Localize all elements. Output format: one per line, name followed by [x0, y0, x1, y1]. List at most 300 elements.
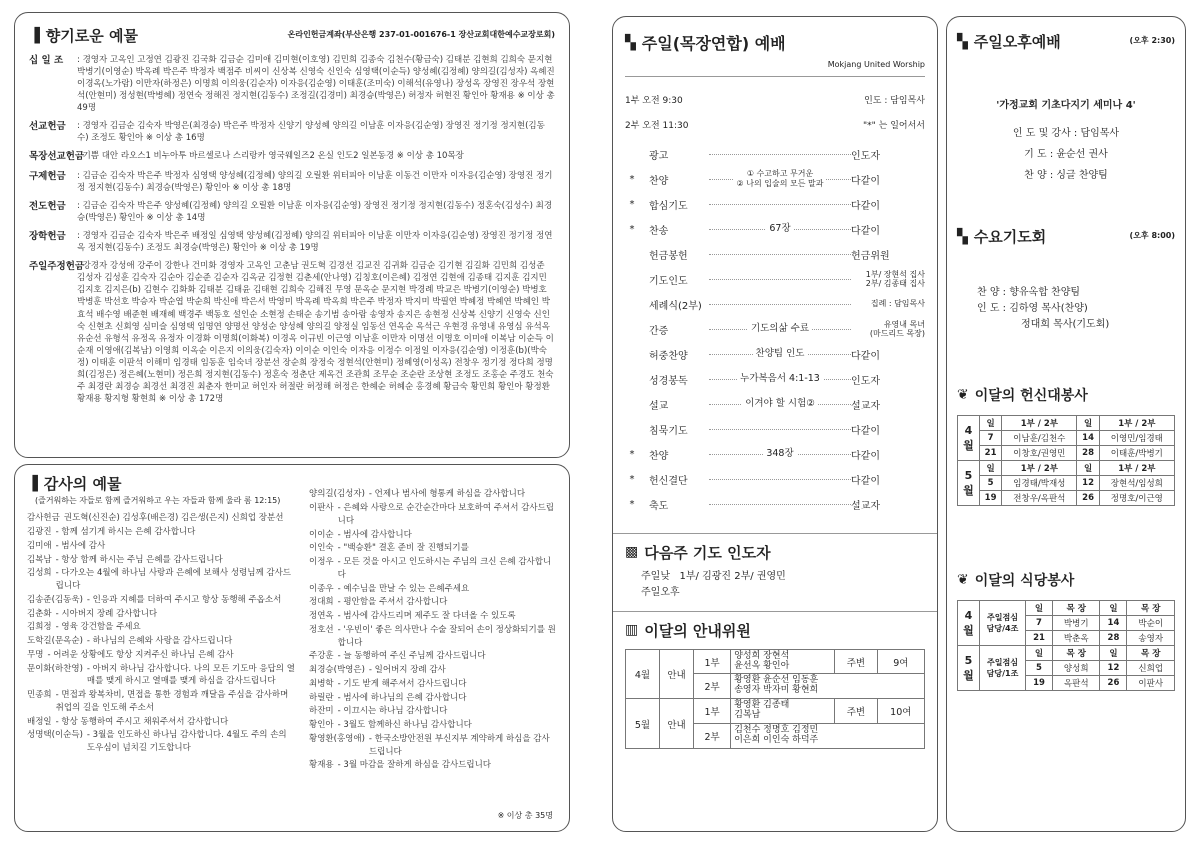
thanks-message: - 다가오는 4월에 하나님 사랑과 은혜에 보해사 성령님께 감사드립니다: [55, 568, 292, 592]
offering-label: 구제헌금: [29, 170, 66, 182]
thanks-entry: [27, 635, 295, 648]
offering-item: [29, 260, 555, 405]
kitchen-cell: 12: [1100, 661, 1127, 676]
order-detail-text: 찬양팀 인도: [753, 348, 808, 359]
thanks-message: - 3월도 함께하신 하나님 감사합니다: [337, 720, 472, 731]
kitchen-month-number: 4: [964, 608, 973, 622]
thanks-name: 이판사: [309, 503, 334, 514]
devotion-cell: 이영민/임경태: [1099, 431, 1174, 446]
thanks-message: - 인응과 지혜를 더하여 주시고 항상 동행해 주옵소서: [86, 594, 282, 605]
thanks-left-column: [27, 512, 295, 773]
thanks-name: 이인숙: [309, 543, 334, 554]
thanks-message: - 범사에 감사합니다: [337, 529, 412, 540]
dotted-leader: [709, 479, 851, 480]
thanks-message: - 어려운 상황에도 항상 지켜주신 하나님 은혜 감사: [47, 649, 234, 660]
wednesday-time: (오후 8:00): [1129, 231, 1175, 241]
devotion-row: [958, 431, 1175, 446]
order-name: 광고: [649, 150, 669, 162]
order-star: *: [629, 198, 635, 210]
usher-count: 10여: [877, 699, 924, 724]
bars-icon: ▥: [625, 622, 639, 639]
wednesday-lines: [957, 285, 1175, 333]
devotion-month: [958, 461, 980, 506]
worship-title: ▚ 주일(목장연합) 예배: [625, 34, 786, 53]
kitchen-header-row: [958, 601, 1175, 616]
order-detail: [709, 373, 851, 384]
thanks-message: - 하나님의 은혜와 사랑을 감사드립니다: [86, 636, 233, 647]
thanks-message: - 일어버지 장례 감사: [368, 665, 446, 676]
thanks-entry: [27, 716, 295, 729]
devotion-row: [958, 446, 1175, 461]
offering-item: [29, 54, 555, 114]
thanks-message: - 범사에 감사: [55, 540, 106, 551]
thanks-name: 무명: [27, 649, 44, 660]
kitchen-title: ❦ 이달의 식당봉사: [957, 572, 1075, 589]
thanks-entry: [309, 542, 557, 555]
order-name: 세례식(2부): [649, 300, 702, 312]
devotion-cell: 28: [1077, 446, 1099, 461]
flower-icon: ❦: [957, 387, 969, 403]
offering-list: [29, 54, 555, 405]
offering-item: [29, 150, 555, 163]
order-star: *: [629, 448, 635, 460]
kitchen-month-unit: 월: [963, 668, 974, 682]
order-name: 찬양: [649, 175, 669, 187]
order-detail: [709, 223, 851, 234]
kitchen-header-cell: 목 장: [1052, 646, 1100, 661]
kitchen-team: [980, 646, 1026, 691]
thanks-message: - 예수님을 만날 수 있는 은혜주세요: [337, 583, 470, 594]
kitchen-cell: 박순이: [1127, 616, 1175, 631]
thanks-entry: [27, 594, 295, 607]
order-row: [625, 442, 925, 467]
devotion-cell: 전창우/옥판석: [1002, 491, 1077, 506]
thanks-message: - 은혜와 사랑으로 순간순간마다 보호하여 주셔서 감사드립니다: [337, 503, 554, 526]
order-name: 성경봉독: [649, 375, 688, 387]
thanks-message: - 아버지 하나님 감사합니다. 나의 모든 기도마 응답의 열매를 맺게 하시고 열매를 맺게 하심을 감사드립니다: [86, 663, 295, 687]
thanks-message: - 면접과 왕복차비, 면접을 통한 경험과 깨달음 주심을 감사하며 취업의 길을 인도해 주소서: [55, 690, 292, 713]
kitchen-cell: 박병기: [1052, 616, 1100, 631]
devotion-table: [957, 415, 1175, 506]
kitchen-cell: 송영자: [1127, 631, 1175, 646]
devotion-cell: 이남훈/김천수: [1002, 431, 1077, 446]
kitchen-header-cell: 목 장: [1127, 646, 1175, 661]
pattern-icon: ▩: [625, 544, 639, 561]
thanks-entry: [309, 692, 557, 705]
thanks-name: 민종희: [27, 690, 52, 701]
thanks-message: - 한국소방안전원 부신지부 계약하게 하심을 감사드립니다: [368, 733, 550, 757]
thanks-name: 정호선: [309, 624, 334, 635]
order-row: [625, 167, 925, 192]
thanks-entry: [309, 705, 557, 718]
devotion-header-cell: 1부 / 2부: [1002, 461, 1077, 476]
thanks-name: 최경승(박영은): [309, 665, 365, 676]
thanks-right-column: [309, 488, 557, 773]
flower-icon: ❦: [957, 572, 969, 588]
wednesday-line: 찬 양 : 향유옥합 찬양팀: [977, 287, 1081, 298]
thanks-entry: [27, 512, 295, 525]
next-prayer-sunday-label: 주일낮: [641, 570, 670, 582]
devotion-header-row: [958, 461, 1175, 476]
wednesday-line: 인 도 : 김하영 목사(찬양): [977, 303, 1088, 314]
thanks-name: 김미애: [27, 540, 52, 551]
kitchen-cell: 7: [1026, 616, 1053, 631]
thanks-message: - 항상 함께 하시는 주님 은혜를 감사드립니다: [55, 554, 223, 565]
order-detail: [709, 398, 851, 409]
order-detail-text: 이겨야 할 시험②: [742, 398, 818, 409]
kitchen-table: [957, 600, 1175, 691]
devotion-month-unit: 월: [963, 483, 974, 497]
devotion-month-unit: 월: [963, 438, 974, 452]
usher-names: 김천수 정명호 김정민 이은희 이인숙 하덕주: [731, 724, 925, 749]
order-row: [625, 142, 925, 167]
grip-icon: ▐: [29, 27, 40, 44]
thanks-entry: [309, 650, 557, 663]
offering-item: [29, 230, 555, 254]
kitchen-month: [958, 601, 980, 646]
kitchen-team-label: 주일점심: [987, 613, 1018, 622]
order-leader: 다같이: [851, 475, 880, 487]
thanks-entry: [27, 608, 295, 621]
offering-names: : 김금순 김숙자 박은주 양성혜(김정혜) 양의길 오릴환 이남훈 이자응(김순영) 장영진 정기정 정지현(김동수) 정혼숙(김성수) 최경승(박영은) 황인아 ※ 이상 총 14명: [77, 201, 553, 224]
offering-panel: [14, 12, 570, 458]
thanks-name: 문이화(하찬영): [27, 663, 83, 674]
usher-row: [626, 699, 925, 724]
thanks-message: - 모든 것을 아시고 인도하시는 주님의 크신 은혜 감사합니다: [337, 557, 552, 580]
kitchen-cell: 19: [1026, 676, 1053, 691]
devotion-title: ❦ 이달의 헌신대봉사: [957, 387, 1088, 404]
thanks-name: 김복남: [27, 554, 52, 565]
thanks-message: - 함께 섬기게 하시는 은혜 감사합니다: [55, 527, 196, 538]
afternoon-lines: [957, 123, 1175, 186]
thanks-name: 하릴란: [309, 692, 334, 703]
order-detail-text: 348장: [763, 448, 796, 459]
order-detail-text: 67장: [766, 223, 793, 234]
devotion-header-row: [958, 416, 1175, 431]
devotion-header-cell: 1부 / 2부: [1099, 416, 1174, 431]
thanks-entry: [309, 610, 557, 623]
devotion-row: [958, 491, 1175, 506]
thanks-panel: [14, 464, 570, 832]
kitchen-cell: 옥판석: [1052, 676, 1100, 691]
order-leader: 다같이: [851, 200, 880, 212]
offering-account: 온라인헌금계좌(부산은행 237-01-001676-1 장산교회대한예수교장로회): [287, 30, 555, 40]
afternoon-time: (오후 2:30): [1129, 36, 1175, 46]
order-name: 헌금봉헌: [649, 250, 688, 262]
thanks-entry: [309, 488, 557, 501]
order-leader: 다같이: [851, 225, 880, 237]
thanks-entry: [309, 583, 557, 596]
right-panel: [946, 16, 1186, 832]
thanks-message: - 3월을 인도하신 하나님 감사합니다. 4월도 주의 손의 도우심이 넘치길 기도합니다: [86, 730, 290, 754]
grip-icon: ▐: [27, 475, 38, 492]
worship-subtitle: Mokjang United Worship: [827, 60, 925, 69]
thanks-message: - 평안함을 주셔서 감사합니다: [337, 597, 448, 608]
wednesday-title: ▚ 수요기도회: [957, 228, 1047, 246]
order-row: [625, 317, 925, 342]
kitchen-month: [958, 646, 980, 691]
devotion-header-cell: 일: [1077, 461, 1099, 476]
kitchen-cell: 박춘옥: [1052, 631, 1100, 646]
order-name: 침묵기도: [649, 425, 688, 437]
order-detail: [709, 169, 851, 189]
devotion-header-cell: 일: [980, 461, 1002, 476]
kitchen-cell: 이판사: [1127, 676, 1175, 691]
thanks-name: 감사헌금: [27, 513, 60, 524]
thanks-name: 황영환(홍영애): [309, 733, 365, 744]
offering-item: [29, 200, 555, 224]
thanks-entry: [309, 624, 557, 650]
kitchen-cell: 양성희: [1052, 661, 1100, 676]
kitchen-header-cell: 일: [1026, 601, 1053, 616]
offering-names: : 경영자 김금순 김숙자 박은주 배정일 심영택 양성혜(김정혜) 양의길 위터피아 이남훈 이만자 이자응(김순영) 장영진 정기정 정연옥 정지현(김동수) 조정도 최경승(박영은) 황인아 ※ 이상 총 19명: [77, 231, 553, 254]
order-leader: 집례 : 담임목사: [870, 299, 925, 309]
order-row: [625, 267, 925, 292]
offering-header: [29, 25, 555, 46]
usher-names: 황영환 윤순선 임동훈 송영자 박자미 황현희: [731, 674, 925, 699]
offering-names: : 김금순 김숙자 박은주 박정자 심영택 양성혜(김정혜) 양의길 오릴환 위터피아 이남훈 이동건 이만자 이자응(김순영) 장영진 정기정 정지현(김동수) 최경승(박영은) 황인아 ※ 이상 총 18명: [77, 170, 553, 193]
offering-label: 선교헌금: [29, 121, 66, 133]
devotion-cell: 이태훈/박병기: [1099, 446, 1174, 461]
order-detail-text: 기도의삶 수료: [748, 323, 812, 334]
order-name: 간증: [649, 325, 669, 337]
usher-side: 주변: [835, 649, 877, 674]
afternoon-line: 찬 양 : 싱글 찬양팀: [1024, 170, 1108, 181]
kitchen-month-unit: 월: [963, 623, 974, 637]
devotion-cell: 12: [1077, 476, 1099, 491]
thanks-entry: [309, 596, 557, 609]
thanks-message: - 언제나 범사에 형통케 하심을 감사합니다: [368, 489, 526, 500]
usher-count: 9여: [877, 649, 924, 674]
usher-month: 5월: [626, 699, 660, 749]
afternoon-line: 인 도 및 강사 : 담임목사: [1012, 128, 1120, 139]
kitchen-team-sub: 담당/4조: [986, 624, 1019, 633]
dotted-leader: [709, 204, 851, 205]
devotion-cell: 장현석/임성희: [1099, 476, 1174, 491]
thanks-entry: [309, 678, 557, 691]
order-detail-text: 누가복음서 4:1-13: [737, 373, 823, 384]
order-row: [625, 367, 925, 392]
thanks-name: 김성희: [27, 568, 52, 579]
devotion-cell: 19: [980, 491, 1002, 506]
kitchen-header-cell: 일: [1100, 601, 1127, 616]
usher-row: [626, 649, 925, 674]
thanks-entry: [27, 567, 295, 593]
thanks-name: 이종우: [309, 583, 334, 594]
kitchen-header-cell: 일: [1100, 646, 1127, 661]
order-name: 기도인도: [649, 275, 688, 287]
devotion-cell: 임경태/박재성: [1002, 476, 1077, 491]
devotion-cell: 이창호/권영민: [1002, 446, 1077, 461]
thanks-name: 배정일: [27, 716, 52, 727]
order-row: [625, 292, 925, 317]
usher-names: 황영환 김종태 김복남: [731, 699, 835, 724]
order-detail-text: ① 수고하고 무거운 ② 나의 입술의 모든 말과: [734, 169, 827, 188]
order-leader: 인도자: [851, 150, 880, 162]
devotion-header-cell: 1부 / 2부: [1002, 416, 1077, 431]
next-prayer-sunday-value: 1부/ 김광진 2부/ 권영민: [679, 570, 786, 582]
offering-names: : 경영자 고옥인 고정연 김광진 김국화 김금순 김미애 김미현(이호영) 김민희 김종숙 김천수(황금숙) 김태분 김현희 김희숙 문지현 박병기(이영순) 박옥례 박은주 박정자 백점주 비씨이 신상복 신영숙 신인숙 심영택(이순득) 양성혜(김정혜) 양의길(김성자) 옥혜진 이경옥(노가람) 이만자(하정은) 이명희 이의웅(김순자) 이자응(김순영) 이태훈(조미숙) 이해석(유영나) 장성옥 장영진 장우석 장현석(안현미) 정성현(박병혜) 정연숙 정해진 정지현(김동수) 조정길(김경미) 최경승(박영은) 허정자 허현진 황인아 황재용 ※ 이상 총 49명: [77, 55, 555, 114]
thanks-message: - 3월 마감을 잘하게 하심을 감사드립니다: [337, 760, 492, 771]
order-row: [625, 192, 925, 217]
thanks-name: 하잔미: [309, 706, 334, 717]
thanks-message: - 범사에 감사드리며 제주도 잘 다녀올 수 있도록: [337, 611, 516, 622]
thanks-entry: [309, 733, 557, 759]
devotion-month-number: 5: [964, 468, 973, 482]
devotion-row: [958, 476, 1175, 491]
devotion-cell: 정명호/이근영: [1099, 491, 1174, 506]
usher-part: 1부: [694, 649, 731, 674]
usher-side: 주변: [835, 699, 877, 724]
order-name: 설교: [649, 400, 669, 412]
order-leader: 설교자: [851, 500, 880, 512]
kitchen-cell: 28: [1100, 631, 1127, 646]
thanks-name: 이정우: [309, 557, 334, 568]
usher-part: 1부: [694, 699, 731, 724]
offering-names: : 강경자 강성애 강주이 강한나 건미화 경영자 고옥인 고춘남 권도혁 김경선 김교진 김귀화 김금순 김기현 김길화 김민희 김성준 김성자 김성훈 김숙자 김순아 김순준 김순자 김옥균 김정현 김춘세(안나영) 김칭호(이은혜) 김정연 김현애 김종태 김지훈 김지민 김지호 김지은(b) 김현수 김화화 김태분 김태윤 김태현 김희숙 김해진 무영 문옥순 문지현 박경례 박교은 박병기(이영순) 박병호 박병훈 박선호 박승자 박순엽 박순희 박신애 박은서 박영미 박옥례 박옥희 박은주 박정자 박지미 박필연 박혜정 박혜연 박혜인 박효석 배수영 배준현 배재혜 백경주 백동호 설인순 소현정 손태순 송기범 송아람 송영자 송지은 송현정 신상복 신양기 신영숙 신인숙 신현초 신회영 심미슬 심영택 임명연 양명선 양성순 양성혜 양의길 양정실 임동선 연옥순 옥석근 우현경 유영내 유영심 유석옥 유순선 유형석 유정옥 유정자 이경화 이명희(이화복) 이경옥 이규빈 이근영 이남훈 이만자 이명선 이명호 이미애 이복남 이순득 이순재 이영애(김복남) 이영희 이옥순 이은지 이의웅(김숙자) 이이순 이인숙 이자응 이정수 이정일 이자응(김순영) 이정훈(b)(박숙정) 이태훈 이판석 이해미 임경태 임동훈 임숙녀 장분선 장순희 장정숙 정현석(안현미) 정혜영(이성옥) 전창우 정기정 정다희 정명희(김정은) 정은혜(노현미) 정은희 정지현(김동수) 정혼숙 정춘단 제옥건 조관희 조무순 조순란 조상현 조정도 조홍순 주경도 천숙주 최경란 최경승 최경선 최경진 최춘자 한미교 허인자 허절란 허정해 허정은 한혜순 허혜순 홍경혜 황금숙 황민희 황인아 황정환 황재용 황지형 황현희 ※ 이상 총 172명: [77, 261, 554, 404]
thanks-entry: [27, 689, 295, 715]
worship-order: [625, 142, 925, 517]
thanks-entry: [27, 663, 295, 689]
afternoon-line: 기 도 : 윤순선 권사: [1024, 149, 1108, 160]
offering-names: : 기쁨 대안 라오스1 비누아투 바르셀로나 스리랑카 영국웨일즈2 온실 인도2 일본동경 ※ 이상 총 10목장: [77, 151, 464, 162]
order-row: [625, 467, 925, 492]
usher-part: 2부: [694, 724, 731, 749]
offering-item: [29, 120, 555, 144]
order-leader: 다같이: [851, 350, 880, 362]
thanks-name: 이이순: [309, 529, 334, 540]
thanks-message: - 이끄시는 하나님 감사합니다: [337, 706, 448, 717]
dotted-leader: [709, 304, 851, 305]
usher-part: 2부: [694, 674, 731, 699]
arrow-icon: ▚: [625, 34, 636, 51]
thanks-entry: [309, 529, 557, 542]
thanks-name: 김희정: [27, 622, 52, 633]
kitchen-cell: 5: [1026, 661, 1053, 676]
devotion-cell: 14: [1077, 431, 1099, 446]
thanks-name: 정대희: [309, 597, 334, 608]
order-name: 허중찬양: [649, 350, 688, 362]
afternoon-title: ▚ 주일오후예배: [957, 33, 1061, 51]
thanks-entry: [309, 556, 557, 582]
worship-time-2: 2부 오전 11:30: [625, 120, 689, 131]
order-leader: 설교자: [851, 400, 880, 412]
thanks-name: 정연옥: [309, 611, 334, 622]
offering-title: ▐ 향기로운 예물: [29, 27, 138, 45]
devotion-cell: 7: [980, 431, 1002, 446]
offering-label: 전도헌금: [29, 201, 66, 213]
kitchen-header-cell: 목 장: [1052, 601, 1100, 616]
thanks-message: - 늘 동행하여 주신 주님께 감사드립니다: [337, 651, 486, 662]
offering-item: [29, 170, 555, 194]
order-leader: 다같이: [851, 450, 880, 462]
kitchen-header-cell: 목 장: [1127, 601, 1175, 616]
order-row: [625, 417, 925, 442]
usher-names: 양성희 장현석 윤선옥 황인아: [731, 649, 835, 674]
dotted-leader: [709, 279, 851, 280]
order-leader: 유영내 목녀 (마드리드 목장): [869, 319, 925, 339]
order-row: [625, 392, 925, 417]
thanks-entry: [309, 759, 557, 772]
order-detail: [709, 448, 851, 459]
thanks-message: - 시아버지 장례 감사합니다: [55, 608, 158, 619]
arrow-icon: ▚: [957, 228, 968, 245]
order-leader: 헌금위원: [851, 250, 890, 262]
order-leader: 인도자: [851, 375, 880, 387]
order-detail: [709, 348, 851, 359]
arrow-icon: ▚: [957, 33, 968, 50]
usher-role: 안내: [660, 699, 694, 749]
thanks-name: 김송준(김동욱): [27, 594, 83, 605]
order-detail: [709, 323, 851, 334]
thanks-verse: (즐거워하는 자들로 함께 즐거워하고 우는 자들과 함께 울라 롬 12:15): [35, 496, 281, 505]
kitchen-cell: 26: [1100, 676, 1127, 691]
thanks-name: 황인아: [309, 720, 334, 731]
next-prayer-title: ▩ 다음주 기도 인도자: [625, 543, 771, 562]
kitchen-team: [980, 601, 1026, 646]
thanks-entry: [27, 554, 295, 567]
order-name: 찬양: [649, 450, 669, 462]
order-leader: 다같이: [851, 425, 880, 437]
order-star: *: [629, 498, 635, 510]
thanks-message: - "백승환" 결혼 준비 잘 진행되기를: [337, 543, 469, 554]
thanks-name: 최병학: [309, 678, 334, 689]
devotion-cell: 26: [1077, 491, 1099, 506]
order-row: [625, 492, 925, 517]
next-prayer-afternoon-label: 주일오후: [641, 586, 680, 598]
kitchen-team-label: 주일점심: [987, 658, 1018, 667]
devotion-cell: 5: [980, 476, 1002, 491]
thanks-message: - '우빈이' 좋은 의사만나 수술 잘되어 손이 정상화되기를 원합니다: [337, 624, 556, 648]
devotion-month: [958, 416, 980, 461]
order-leader: 다같이: [851, 175, 880, 187]
worship-time-1: 1부 오전 9:30: [625, 96, 683, 107]
thanks-name: 주강훈: [309, 651, 334, 662]
order-row: [625, 217, 925, 242]
dotted-leader: [709, 154, 851, 155]
order-row: [625, 342, 925, 367]
thanks-name: 도학길(문옥순): [27, 636, 83, 647]
thanks-message: - 범사에 하나님의 은혜 감사합니다: [337, 692, 467, 703]
thanks-message: - 기도 받게 해주셔서 감사드립니다: [337, 678, 467, 689]
thanks-total: ※ 이상 총 35명: [497, 810, 553, 820]
thanks-name: 성명택(이순득): [27, 730, 83, 741]
kitchen-header-cell: 일: [1026, 646, 1053, 661]
dotted-leader: [709, 504, 851, 505]
thanks-name: 김광진: [27, 527, 52, 538]
ushers-table: [625, 649, 925, 749]
offering-label: 장학헌금: [29, 231, 66, 243]
kitchen-cell: 14: [1100, 616, 1127, 631]
thanks-entry: [309, 719, 557, 732]
order-leader: 1부/ 장현석 집사 2부/ 김종태 집사: [865, 269, 925, 289]
usher-month: 4월: [626, 649, 660, 699]
offering-label: 목장선교헌금: [29, 151, 85, 163]
order-star: *: [629, 223, 635, 235]
thanks-name: 양의길(김성자): [309, 489, 365, 500]
thanks-entry: [27, 526, 295, 539]
thanks-message: 권도혁(신진순) 김성후(배은경) 김은생(은지) 신희업 장분선: [63, 513, 284, 524]
order-name: 합심기도: [649, 200, 688, 212]
thanks-title: ▐ 감사의 예물: [27, 475, 122, 493]
thanks-entry: [27, 621, 295, 634]
thanks-entry: [27, 540, 295, 553]
worship-lead: 인도 : 담임목사: [864, 96, 925, 107]
kitchen-cell: 21: [1026, 631, 1053, 646]
offering-label: 십 일 조: [29, 55, 64, 66]
thanks-entry: [309, 502, 557, 528]
order-name: 축도: [649, 500, 669, 512]
